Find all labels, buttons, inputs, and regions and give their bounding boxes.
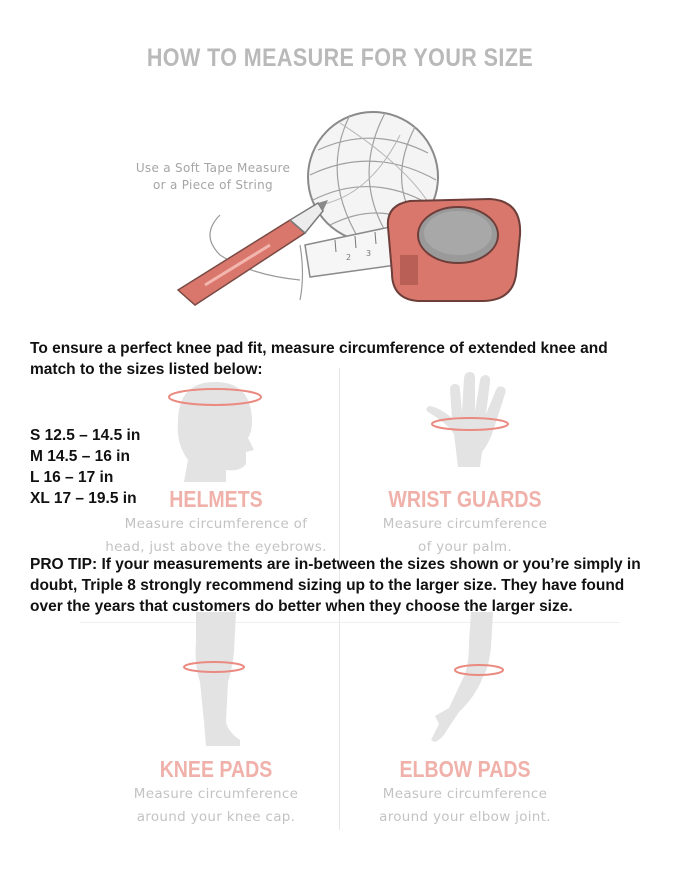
svg-text:2: 2 [346,253,352,262]
svg-text:3: 3 [366,249,372,258]
size-small: S 12.5 – 14.5 in [30,427,141,444]
arm-icon [425,612,515,747]
helmets-desc [86,513,346,559]
knee-pads-title: KNEE PADS [159,756,273,782]
elbow-pads-desc-line-2: around your elbow joint. [379,809,551,825]
helmets-title: HELMETS [169,486,263,512]
tools-hint-line-1: Use a Soft Tape Measure [135,161,291,175]
hand-icon [420,372,520,472]
elbow-pads-desc-line-1: Measure circumference [382,786,548,802]
measuring-tools-illustration [160,105,540,315]
tape-measure-icon [388,199,520,301]
wrist-guards-desc [335,513,595,559]
helmets-desc-line-2: head, just above the eyebrows. [105,539,327,555]
size-xlarge: XL 17 – 19.5 in [30,490,137,507]
page-title: HOW TO MEASURE FOR YOUR SIZE [146,44,534,72]
wrist-guards-desc-line-2: of your palm. [418,539,512,555]
knee-pads-desc-line-2: around your knee cap. [136,809,296,825]
size-large: L 16 – 17 in [30,469,114,486]
elbow-pads-title: ELBOW PADS [399,756,531,782]
horizontal-divider [80,622,620,623]
helmets-desc-line-1: Measure circumference of [124,516,308,532]
knee-pads-desc-line-1: Measure circumference [133,786,299,802]
leg-icon [178,612,258,747]
size-medium: M 14.5 – 16 in [30,448,130,465]
elbow-pads-desc [335,783,595,829]
tools-hint-line-2: or a Piece of String [153,178,273,192]
intro-text: To ensure a perfect knee pad fit, measure circumference of extended knee and match to the sizes listed below: [30,340,608,378]
wrist-guards-desc-line-1: Measure circumference [382,516,548,532]
size-list [30,425,140,509]
head-icon [160,372,270,482]
knee-pads-desc [86,783,346,829]
pro-tip-text: PRO TIP: If your measurements are in-between the sizes shown or you’re simply in doubt, Triple 8 strongly recommend sizing up to the larger size. They have found over the years that customers do better when they choose the larger size. [30,556,641,615]
wrist-guards-title: WRIST GUARDS [388,486,542,512]
